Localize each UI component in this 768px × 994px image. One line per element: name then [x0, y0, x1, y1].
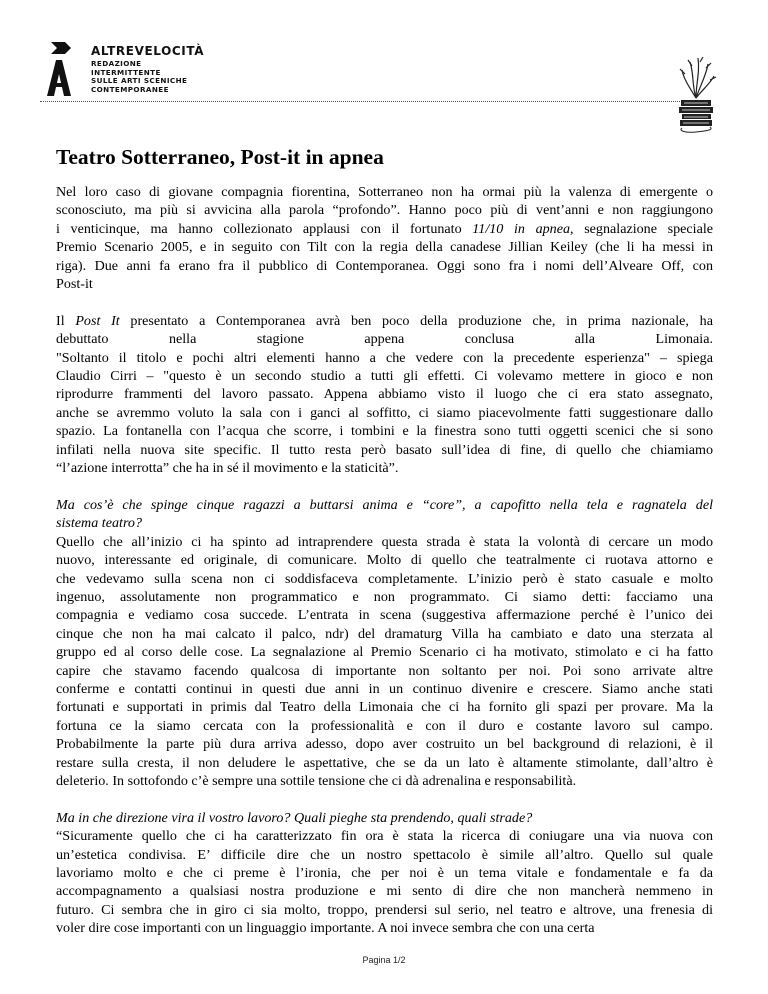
masthead [91, 44, 204, 94]
text-run: lavoriamo molto e che ci preme è l’ironia, che per noi è un tema vitale e fondamentale e fa da [56, 864, 713, 881]
text-line [56, 901, 713, 919]
masthead-line: CONTEMPORANEE [91, 84, 169, 94]
text-run: Il [56, 312, 76, 329]
text-line [56, 533, 713, 551]
text-run: fortunati e supportati in primis dal Teatro della Limonaia che ci ha fornito gli spazi per provare. Ma la [56, 699, 713, 716]
text-line [56, 514, 713, 532]
text-line [56, 312, 713, 330]
text-line [56, 919, 713, 937]
text-run: i venticinque, ma hanno collezionato applausi con il fortunato [56, 220, 473, 237]
text-run: restare sulla cresta, il non deludere le aspettative, che se da un lato è altamente stimolante, dall’altro è [56, 754, 713, 771]
italic-text-run: Ma in che direzione vira il vostro lavoro? Quali pieghe sta prendendo, quali strade? [56, 809, 533, 826]
text-line [56, 367, 713, 385]
text-run: riprodurre frammenti del lavoro passato. Appena abbiamo visto il luogo che ci era stato assegnato, [56, 386, 713, 403]
text-line [56, 551, 713, 569]
paragraph [56, 312, 713, 478]
article-body [56, 183, 713, 956]
masthead-line: SULLE ARTI SCENICHE [91, 76, 188, 86]
page-number: Pagina 1/2 [362, 955, 406, 965]
text-run: cinque che non ha mai calcato il palco, ndr) del dramaturg Villa ha cambiato e dato una sterzata al [56, 625, 713, 642]
text-run: accompagnamento a qualsiasi nostra produzione e mi sento di dire che non mancherà nemmeno in [56, 883, 713, 900]
text-line [56, 385, 713, 403]
text-run: Quello che all’inizio ci ha spinto ad intraprendere questa strada è stata la volontà di cercare un modo [56, 533, 713, 550]
text-run: nuovo, interessante ed originale, di comunicare. Molto di quello che teatralmente ci ruotava attorno e [56, 552, 713, 569]
text-run: che vedevamo sulla scena non ci soddisfaceva completamente. L’inizio però è stato casuale e molto [56, 570, 713, 587]
text-run: “l’azione interrotta” che ha in sé il movimento e la staticità”. [56, 460, 399, 477]
text-run: capire che stavamo facendo qualcosa di importante non soltanto per noi. Poi sono arrivate altre [56, 662, 713, 679]
text-line [56, 717, 713, 735]
text-run: fortuna ce la siamo cercata con la professionalità e con il duro e costante lavoro sul campo. [56, 717, 713, 734]
text-run: spazio. La fontanella con l’acqua che scorre, i tombini e la finestra sono tutti oggetti scenici che si sono [56, 423, 713, 440]
text-run: conferme e contatti continui in questi due anni in un continuo divenire e crescere. Siamo anche stati [56, 680, 713, 697]
header-divider [40, 101, 700, 102]
text-line [56, 625, 713, 643]
article-title: Teatro Sotterraneo, Post-it in apnea [56, 145, 384, 169]
text-line [56, 680, 713, 698]
text-run: Probabilmente la parte più dura arriva adesso, dopo aver costruito un bel background di relazioni, è il [56, 736, 713, 753]
text-line [56, 827, 713, 845]
text-line [56, 698, 713, 716]
text-line [56, 864, 713, 882]
text-run: “Sicuramente quello che ci ha caratterizzato fin ora è stata la ricerca di coniugare una via nuova con [56, 828, 713, 845]
text-run: un’estetica condivisa. E’ difficile dire che un nostro spettacolo è simile all’altro. Quello sul quale [56, 846, 713, 863]
text-line [56, 772, 713, 790]
italic-text-run: 11/10 in apnea [472, 220, 571, 237]
text-run: Claudio Cirri – "questo è un secondo studio a tutti gli effetti. Ci volevamo mettere in gioco e non [56, 368, 713, 385]
text-line [56, 201, 713, 219]
text-run: gruppo ed al corso delle cose. La segnalazione al Premio Scenario ci ha motivato, stimolato e ci ha fatto [56, 644, 713, 661]
text-run: deleterio. In sottofondo c’è sempre una sottile tensione che ci dà adrenalina e responsabilità. [56, 772, 577, 789]
text-line [56, 754, 713, 772]
text-run: Nel loro caso di giovane compagnia fiorentina, Sotterraneo non ha ormai più la valenza di emergente o [56, 184, 713, 200]
text-line [56, 183, 713, 201]
text-run: presentato a Contemporanea avrà ben poco della produzione che, in prima nazionale, ha [119, 312, 713, 329]
text-line [56, 238, 713, 256]
text-run: "Soltanto il titolo e pochi altri elementi hanno a che vedere con la precedente esperienza" – spiega [56, 349, 713, 366]
text-line [56, 643, 713, 661]
text-line [56, 257, 713, 275]
masthead-line: REDAZIONE [91, 59, 142, 68]
text-line [56, 330, 713, 348]
text-line [56, 606, 713, 624]
text-line [56, 809, 713, 827]
text-run: compagnia e vediamo cosa succede. L’entrata in scena (suggestiva affermazione perché è l’unico dei [56, 607, 713, 624]
text-run: voler dire cose importanti con un linguaggio importante. A noi invece sembra che con una certa [56, 920, 595, 937]
italic-text-run: Post It [75, 312, 120, 329]
text-run: infilati nella nuova site specific. Il tutto resta però basato sull’idea di fine, di quello che chiamiamo [56, 441, 713, 458]
text-line [56, 882, 713, 900]
text-line [56, 496, 713, 514]
text-run: riga). Due anni fa erano fra il pubblico di Contemporanea. Oggi sono fra i nomi dell’Alveare Off, con [56, 257, 713, 274]
masthead-line: INTERMITTENTE [91, 67, 161, 77]
text-line [56, 422, 713, 440]
text-line [56, 588, 713, 606]
text-line [56, 570, 713, 588]
text-run: debuttato nella stagione appena conclusa alla Limonaia. [56, 331, 713, 348]
text-run: ingenuo, assolutamente non programmatico e non programmato. Ci siamo detti: facciamo una [56, 588, 713, 605]
text-run: , segnalazione speciale [570, 220, 713, 237]
text-line [56, 404, 713, 422]
altrevelocita-logo-icon [41, 40, 77, 98]
text-run: anche se avremmo voluto la sala con i ganci al soffitto, ci siamo piacevolmente fatti suggestionare dallo [56, 404, 713, 421]
books-illustration-icon [672, 56, 720, 134]
masthead-title: ALTREVELOCITÀ [91, 44, 205, 58]
text-line [56, 441, 713, 459]
paragraph [56, 183, 713, 293]
text-run: Post-it [56, 276, 93, 293]
paragraph [56, 809, 713, 938]
text-line [56, 735, 713, 753]
text-line [56, 275, 713, 293]
text-run: sconosciuto, ma più si avvicina alla parola “profondo”. Hanno poco più di vent’anni e non raggiungono [56, 202, 713, 219]
text-line [56, 349, 713, 367]
italic-text-run: Ma cos’è che spinge cinque ragazzi a buttarsi anima e “core”, a capofitto nella tela e ragnatela del [56, 496, 713, 513]
italic-text-run: sistema teatro? [56, 515, 142, 532]
text-line [56, 662, 713, 680]
paragraph [56, 496, 713, 791]
text-line [56, 459, 713, 477]
text-line [56, 220, 713, 238]
text-line [56, 846, 713, 864]
text-run: Premio Scenario 2005, e in seguito con Tilt con la regia della canadese Jillian Keiley (che li ha messi in [56, 239, 713, 256]
text-run: futuro. Ci sembra che in giro ci sia molto, troppo, prendersi sul serio, nel teatro e altrove, una frenesia di [56, 901, 713, 918]
